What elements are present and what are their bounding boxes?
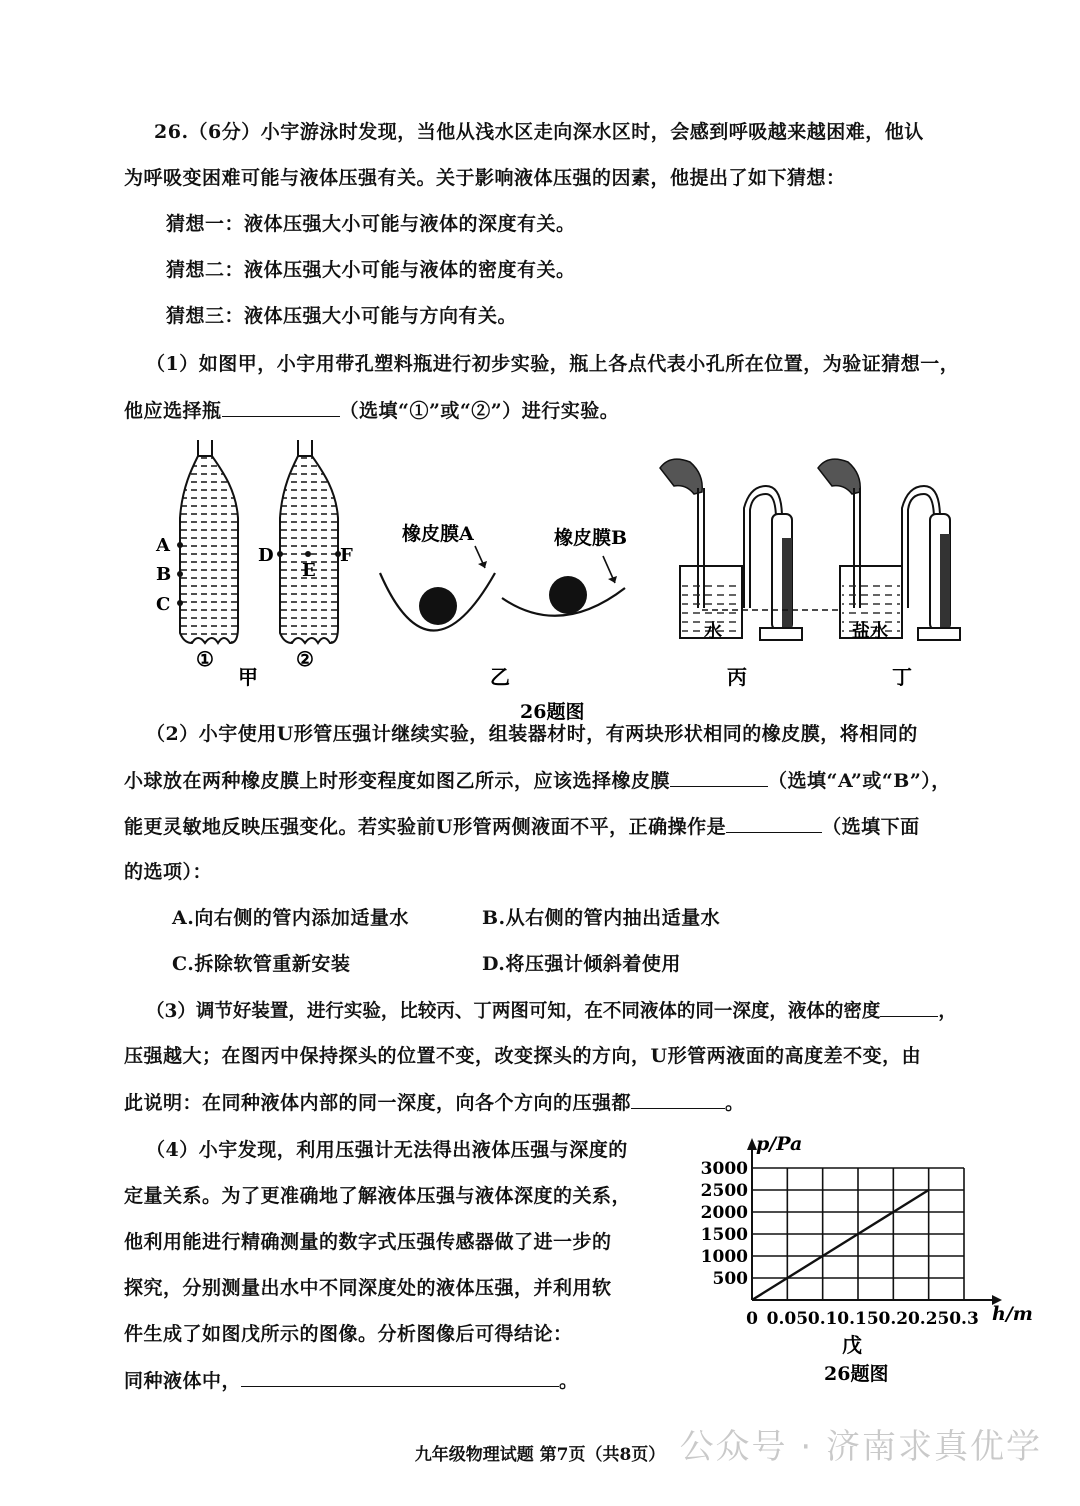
membrane-a-label: 橡皮膜A	[402, 523, 474, 545]
guess-one: 猜想一：液体压强大小可能与液体的深度有关。	[166, 213, 576, 235]
chart-x-axis-label: h/m	[992, 1303, 1033, 1325]
page-footer: 九年级物理试题 第7页（共8页）	[414, 1445, 666, 1465]
chart-sub-label: 戊	[842, 1333, 862, 1357]
x-tick-label: 0.1	[807, 1309, 838, 1329]
chart-y-axis-label: p/Pa	[756, 1133, 803, 1155]
salt-water-label: 盐水	[852, 621, 888, 642]
part1-prefix: 他应选择瓶	[124, 400, 222, 422]
bottle-two-label: ②	[296, 647, 314, 671]
part2-line1: （2）小宇使用U形管压强计继续实验，组装器材时，有两块形状相同的橡皮膜，将相同的	[146, 723, 918, 745]
option-b: B.从右侧的管内抽出适量水	[482, 907, 721, 929]
guess-two: 猜想二：液体压强大小可能与液体的密度有关。	[166, 259, 576, 281]
part4-line6	[124, 1368, 579, 1393]
figure-bing-label: 丙	[727, 665, 747, 689]
bottle-two	[277, 440, 341, 643]
bottle-one-label: ①	[196, 647, 214, 671]
setup-bing	[660, 459, 842, 640]
part4-line3: 他利用能进行精确测量的数字式压强传感器做了进一步的	[124, 1231, 612, 1253]
data-line	[752, 1190, 929, 1300]
guess-three: 猜想三：液体压强大小可能与方向有关。	[166, 305, 518, 327]
part2-line3-prefix: 能更灵敏地反映压强变化。若实验前U形管两侧液面不平，正确操作是	[124, 816, 727, 838]
x-tick-label: 0.3	[949, 1309, 979, 1329]
answer-blank-4[interactable]	[880, 998, 938, 1017]
part4-line6-prefix: 同种液体中，	[124, 1370, 242, 1392]
x-tick-label: 0.25	[907, 1309, 950, 1329]
answer-blank-6[interactable]	[241, 1368, 559, 1387]
x-tick-label: 0.2	[878, 1309, 909, 1329]
part3-line3-suffix: 。	[725, 1092, 745, 1114]
part3-line3-prefix: 此说明：在同种液体内部的同一深度，向各个方向的压强都	[124, 1092, 632, 1114]
answer-blank-3[interactable]	[726, 814, 822, 833]
membrane-b-label: 橡皮膜B	[554, 527, 628, 549]
part4-line6-suffix: 。	[559, 1370, 579, 1392]
part3-line2: 压强越大；在图丙中保持探头的位置不变，改变探头的方向，U形管两液面的高度差不变，由	[124, 1045, 922, 1067]
x-tick-label: 0.05	[766, 1309, 809, 1329]
part4-line2: 定量关系。为了更准确地了解液体压强与液体深度的关系，	[124, 1185, 632, 1207]
q26-intro-line1: 26.（6分）小宇游泳时发现，当他从浅水区走向深水区时，会感到呼吸越来越困难，他认	[154, 121, 924, 143]
y-tick-label: 500	[712, 1269, 748, 1289]
part4-line5: 件生成了如图戊所示的图像。分析图像后可得结论：	[124, 1323, 573, 1345]
y-tick-label: 1500	[700, 1225, 748, 1245]
point-a-label: A	[156, 535, 170, 556]
part2-line4: 的选项）：	[124, 861, 213, 883]
figure-jia-label: 甲	[238, 665, 258, 689]
point-e-label: E	[302, 560, 316, 581]
figure-ding-label: 丁	[892, 665, 912, 689]
part1-line2	[124, 398, 619, 423]
bottle-one	[177, 440, 238, 643]
part3-line1-prefix: （3）调节好装置，进行实验，比较丙、丁两图可知，在不同液体的同一深度，液体的密度	[146, 1001, 881, 1022]
y-tick-label: 2500	[700, 1181, 748, 1201]
y-tick-label: 2000	[700, 1203, 748, 1223]
option-a: A.向右侧的管内添加适量水	[172, 907, 409, 929]
x-tick-label: 0	[746, 1309, 758, 1329]
part1-line1: （1）如图甲，小宇用带孔塑料瓶进行初步实验，瓶上各点代表小孔所在位置，为验证猜想一，	[146, 353, 960, 375]
watermark: 公众号 · 济南求真优学	[679, 1427, 1042, 1467]
answer-blank-5[interactable]	[631, 1090, 725, 1109]
point-b-label: B	[156, 564, 172, 585]
membrane-b-diagram	[502, 556, 625, 616]
part2-line2	[124, 768, 951, 793]
option-c: C.拆除软管重新安装	[172, 953, 351, 975]
part4-line1: （4）小宇发现，利用压强计无法得出液体压强与深度的	[146, 1139, 628, 1161]
figure-caption: 26题图	[520, 701, 585, 723]
point-d-label: D	[258, 545, 274, 566]
part3-line1-suffix: ，	[938, 1001, 957, 1022]
chart-caption: 26题图	[824, 1363, 889, 1385]
water-label: 水	[704, 621, 722, 642]
part3-line1	[146, 998, 957, 1024]
figure-yi-label: 乙	[490, 665, 510, 689]
setup-ding	[818, 459, 960, 640]
y-tick-label: 1000	[700, 1247, 748, 1267]
point-c-label: C	[156, 594, 171, 615]
membrane-a-diagram	[380, 546, 495, 631]
part2-line3-suffix: （选填下面	[822, 816, 920, 838]
part2-line2-suffix: （选填“A”或“B”），	[768, 770, 951, 792]
answer-blank-2[interactable]	[670, 768, 768, 787]
part2-line3	[124, 814, 920, 839]
figure-26-apparatus	[140, 438, 980, 728]
part3-line3	[124, 1090, 745, 1115]
chart-series	[752, 1190, 929, 1300]
part4-line4: 探究，分别测量出水中不同深度处的液体压强，并利用软	[124, 1277, 612, 1299]
part1-suffix: （选填“①”或“②”）进行实验。	[339, 400, 620, 422]
pressure-depth-chart	[700, 1128, 1040, 1398]
answer-blank-1[interactable]	[222, 398, 340, 417]
part2-line2-prefix: 小球放在两种橡皮膜上时形变程度如图乙所示，应该选择橡皮膜	[124, 770, 671, 792]
q26-intro-line2: 为呼吸变困难可能与液体压强有关。关于影响液体压强的因素，他提出了如下猜想：	[124, 167, 846, 189]
point-f-label: F	[340, 545, 353, 566]
y-tick-label: 3000	[700, 1159, 748, 1179]
option-d: D.将压强计倾斜着使用	[482, 953, 681, 975]
x-tick-label: 0.15	[837, 1309, 879, 1329]
